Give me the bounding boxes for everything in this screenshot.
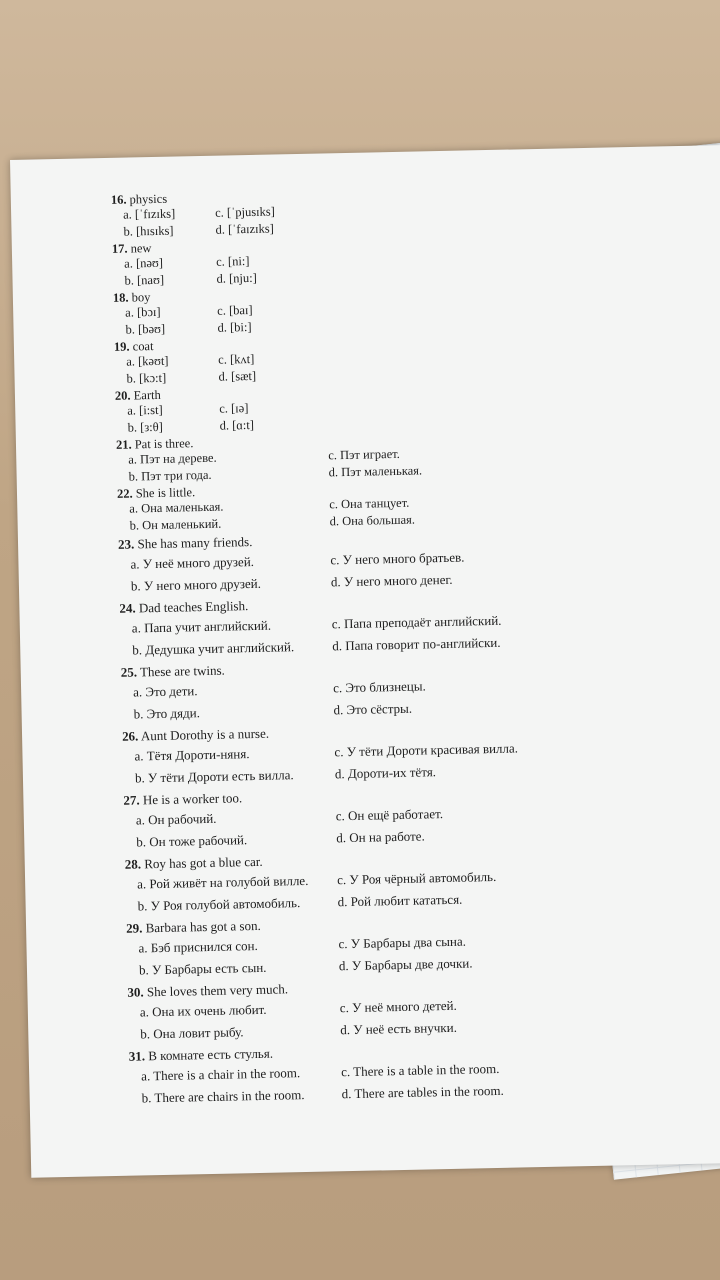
option-b: b. Она ловит рыбу. (140, 1024, 244, 1042)
option-a: a. Рой живёт на голубой вилле. (137, 872, 309, 892)
option-b: b. There are chairs in the room. (141, 1087, 305, 1106)
option-d: d. [sæt] (218, 368, 257, 384)
question-30: 30. She loves them very much. a. Она их очень любит. c. У неё много детей. b. Она ловит рыбу. d. У неё есть внучки. (127, 970, 720, 1047)
question-17: 17. new a. [nəʊ] c. [ni:] b. [naʊ] d. [nju:] (111, 241, 257, 288)
option-b: b. Дедушка учит английский. (132, 639, 295, 658)
question-24: 24. Dad teaches English. a. Папа учит английский. c. Папа преподаёт английский. b. Дедушка учит английский. d. Папа говорит по-английски. (119, 586, 720, 663)
question-text: He is a worker too. (142, 790, 243, 808)
option-d: d. [nju:] (216, 270, 257, 286)
question-16: 16. physics a. [ˈfɪzɪks] c. [ˈpjusɪks] b. [hɪsɪks] d. [ˈfaɪzɪks] (110, 191, 276, 239)
option-a: a. Пэт на дереве. (128, 450, 217, 467)
question-text: boy (131, 290, 151, 305)
option-b: b. [naʊ] (124, 272, 165, 288)
option-a: a. Бэб приснился сон. (138, 937, 258, 956)
question-text: В комнате есть стулья. (148, 1045, 274, 1064)
option-d: d. Это сёстры. (333, 700, 413, 718)
question-text: Pat is three. (134, 436, 194, 452)
option-c: c. Она танцует. (329, 495, 410, 512)
question-26: 26. Aunt Dorothy is a nurse. a. Тётя Дороти-няня. c. У тёти Дороти красивая вилла. b. У тёти Дороти есть вилла. d. Дороти-их тётя. (122, 714, 720, 791)
option-a: a. [bɔɪ] (125, 304, 161, 320)
option-b: b. [hɪsɪks] (123, 223, 174, 239)
option-d: d. Рой любит кататься. (337, 891, 463, 910)
option-b: b. Это дяди. (133, 705, 201, 722)
option-c: c. У неё много детей. (339, 997, 457, 1016)
question-19: 19. coat a. [kəʊt] c. [kʌt] b. [kɔ:t] d. [sæt] (113, 339, 257, 386)
option-d: d. Он на работе. (336, 828, 425, 846)
option-c: c. У Роя чёрный автомобиль. (336, 868, 497, 888)
question-text: Dad teaches English. (138, 598, 249, 616)
option-b: b. Он тоже рабочий. (136, 832, 248, 850)
option-a: a. У неё много друзей. (130, 553, 255, 572)
question-text: Roy has got a blue car. (144, 853, 263, 872)
option-d: d. Папа говорит по-английски. (332, 634, 501, 654)
worksheet-page (10, 145, 720, 1178)
question-text: Barbara has got a son. (145, 917, 261, 936)
question-text: coat (132, 339, 154, 354)
option-c: c. [ni:] (216, 254, 250, 269)
option-c: c. У Барбары два сына. (338, 933, 467, 952)
option-c: c. There is a table in the room. (341, 1060, 500, 1080)
question-text: Earth (133, 387, 161, 403)
option-b: b. У Роя голубой автомобиль. (137, 895, 301, 914)
question-18: 18. boy a. [bɔɪ] c. [baɪ] b. [bəʊ] d. [bi:] (112, 290, 253, 337)
question-text: She loves them very much. (146, 981, 289, 1000)
question-21: 21. Pat is three. a. Пэт на дереве. c. Пэт играет. b. Пэт три года. d. Пэт маленькая. (115, 436, 423, 484)
option-d: d. Пэт маленькая. (328, 462, 423, 479)
option-b: b. [bəʊ] (125, 321, 166, 337)
option-c: c. У тёти Дороти красивая вилла. (334, 740, 519, 760)
option-a: a. [i:st] (127, 402, 163, 418)
option-a: a. Он рабочий. (135, 810, 217, 828)
option-b: b. У Барбары есть сын. (138, 959, 267, 978)
question-text: She has many friends. (137, 534, 253, 552)
option-a: a. Тётя Дороти-няня. (134, 746, 250, 764)
question-20: 20. Earth a. [i:st] c. [ɪə] b. [з:θ] d. [ɑ:t] (114, 387, 255, 435)
option-c: c. Это близнецы. (332, 678, 426, 696)
option-a: a. There is a chair in the room. (141, 1065, 301, 1084)
option-c: c. Папа преподаёт английский. (331, 612, 502, 632)
option-a: a. Она их очень любит. (139, 1001, 267, 1020)
question-29: 29. Barbara has got a son. a. Бэб приснился сон. c. У Барбары два сына. b. У Барбары есть сын. d. У Барбары две дочки. (126, 906, 720, 983)
option-b: b. У него много друзей. (130, 575, 262, 594)
option-d: d. [ˈfaɪzɪks] (215, 220, 274, 237)
option-d: d. [ɑ:t] (219, 417, 255, 433)
option-a: a. [nəʊ] (124, 255, 164, 271)
question-text: Aunt Dorothy is a nurse. (140, 725, 270, 744)
option-b: b. [kɔ:t] (126, 370, 167, 386)
question-22: 22. She is little. a. Она маленькая. c. Она танцует. b. Он маленький. d. Она большая. (116, 485, 416, 533)
option-d: d. There are tables in the room. (341, 1082, 504, 1102)
option-b: b. [з:θ] (127, 419, 163, 435)
option-a: a. Это дети. (133, 683, 198, 700)
option-a: a. Папа учит английский. (131, 617, 272, 636)
option-a: a. [kəʊt] (126, 353, 169, 369)
option-d: d. У Барбары две дочки. (338, 955, 473, 974)
option-b: b. У тёти Дороти есть вилла. (134, 767, 294, 786)
option-c: c. Пэт играет. (328, 446, 400, 463)
option-d: d. У него много денег. (330, 571, 453, 590)
option-b: b. Пэт три года. (128, 467, 212, 484)
question-text: She is little. (135, 485, 196, 501)
question-list (111, 179, 720, 1110)
question-31: 31. В комнате есть стулья. a. There is a chair in the room. c. There is a table in the room. b. There are chairs in the room. d. There are tables in the room. (129, 1034, 720, 1111)
option-b: b. Он маленький. (129, 516, 222, 533)
question-28: 28. Roy has got a blue car. a. Рой живёт на голубой вилле. c. У Роя чёрный автомобиль. b. У Роя голубой автомобиль. d. Рой любит кататься. (125, 842, 720, 919)
option-c: c. [ˈpjusɪks] (215, 204, 276, 220)
option-c: c. [baɪ] (217, 302, 253, 318)
option-a: a. [ˈfɪzɪks] (123, 206, 176, 222)
option-d: d. Она большая. (329, 512, 416, 528)
question-25: 25. These are twins. a. Это дети. c. Это близнецы. b. Это дяди. d. Это сёстры. (121, 650, 720, 727)
option-c: c. У него много братьев. (330, 549, 465, 568)
question-text: These are twins. (139, 662, 225, 680)
question-text: physics (129, 191, 168, 207)
option-d: d. Дороти-их тётя. (334, 764, 437, 782)
question-text: new (130, 241, 152, 256)
question-23: 23. She has many friends. a. У неё много друзей. c. У него много братьев. b. У него много друзей. d. У него много денег. (118, 522, 719, 599)
option-c: c. Он ещё работает. (335, 806, 444, 824)
option-d: d. [bi:] (217, 319, 252, 335)
option-c: c. [ɪə] (219, 401, 249, 416)
question-27: 27. He is a worker too. a. Он рабочий. c. Он ещё работает. b. Он тоже рабочий. d. Он на работе. (123, 778, 720, 855)
option-c: c. [kʌt] (218, 351, 255, 367)
option-d: d. У неё есть внучки. (340, 1019, 458, 1038)
option-a: a. Она маленькая. (129, 499, 224, 516)
